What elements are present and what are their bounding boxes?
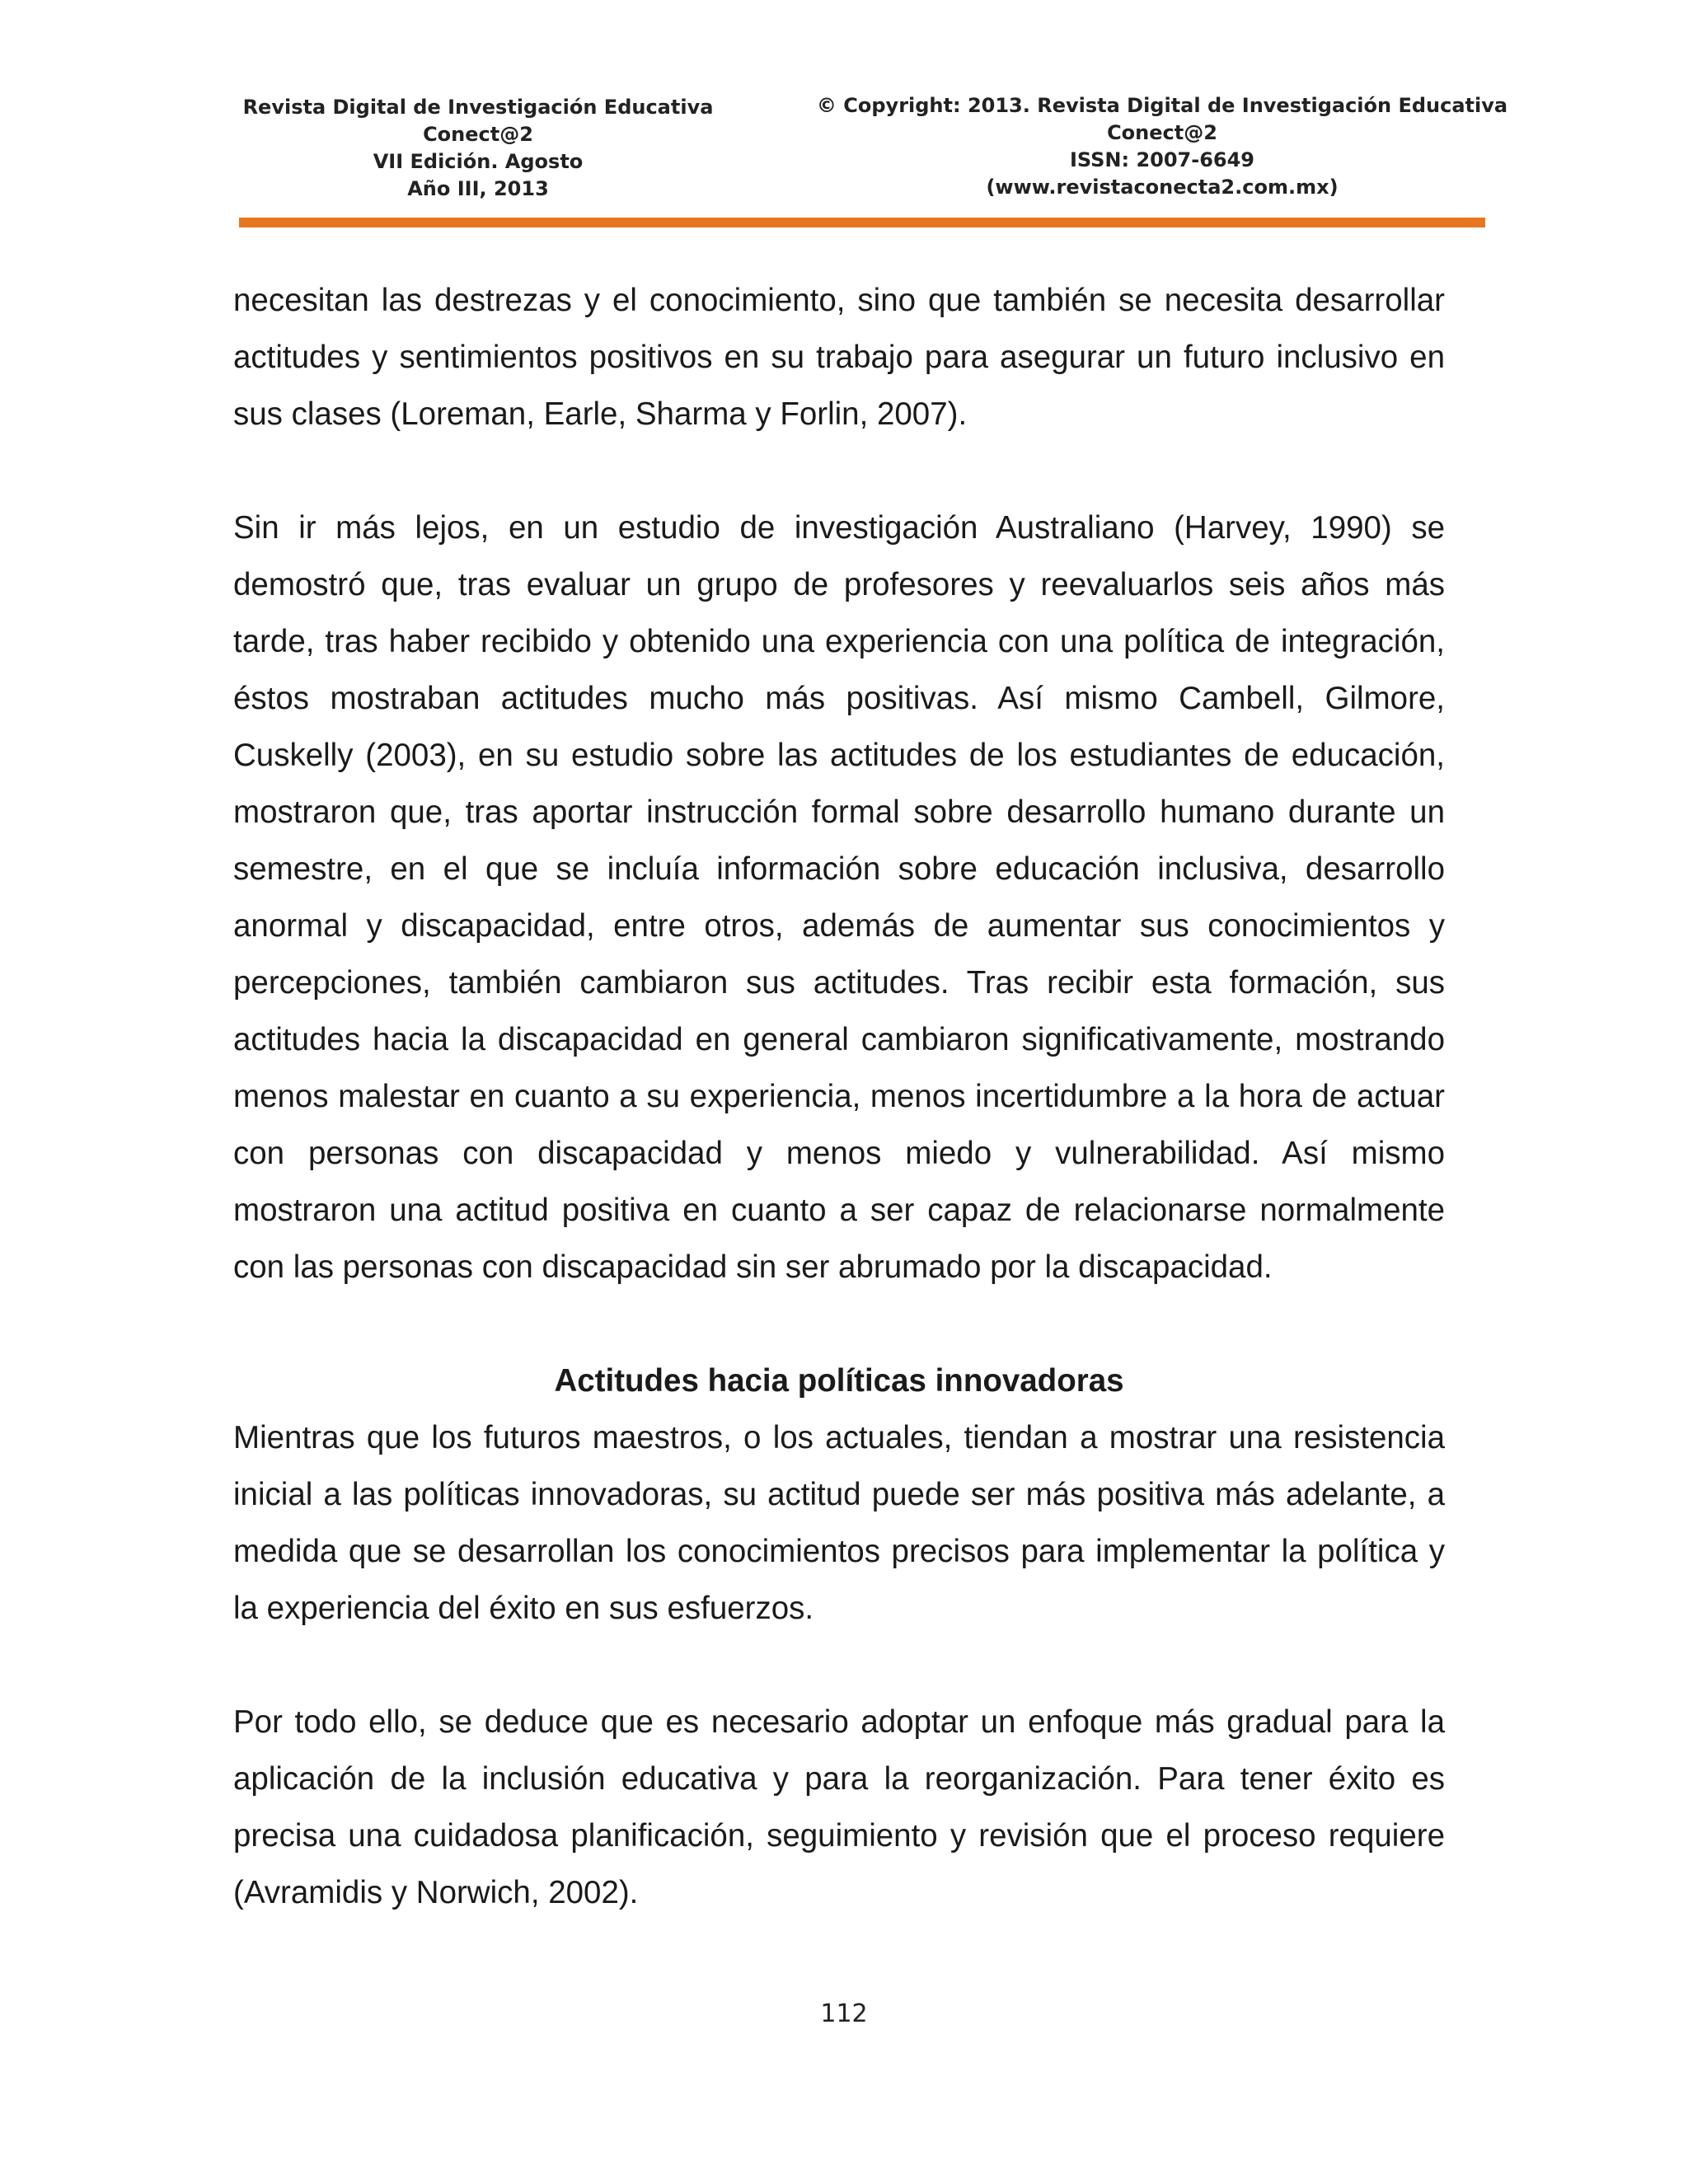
section-heading: Actitudes hacia políticas innovadoras (554, 1363, 1124, 1399)
journal-header-left (239, 94, 717, 203)
article-body (233, 272, 1445, 1921)
header-divider (239, 218, 1485, 227)
journal-website: (www.revistaconecta2.com.mx) (986, 176, 1339, 199)
paragraph-innovative-policies: Mientras que los futuros maestros, o los actuales, tiendan a mostrar una resistencia inicial a las políticas innovadoras, su actitud puede ser más positiva más adelante, a medida que se desarrollan los conocimientos precisos para implementar la política y la experiencia del éxito en sus esfuerzos. (233, 1420, 1445, 1626)
journal-short-name: Conect@2 (423, 123, 533, 146)
journal-name: Revista Digital de Investigación Educativa (242, 96, 714, 119)
year-info: Año III, 2013 (407, 177, 549, 200)
paragraph-spacer (233, 1637, 1445, 1694)
journal-header-right (816, 92, 1508, 201)
paragraph-spacer (233, 443, 1445, 499)
paragraph-spacer (233, 1296, 1445, 1352)
issn: ISSN: 2007-6649 (1069, 148, 1254, 171)
copyright-notice: © Copyright: 2013. Revista Digital de Investigación Educativa (816, 94, 1508, 117)
page-number: 112 (820, 1999, 868, 2028)
paragraph-conclusion: Por todo ello, se deduce que es necesario adoptar un enfoque más gradual para la aplicación de la inclusión educativa y para la reorganización. Para tener éxito es precisa una cuidadosa planificación, seguimiento y revisión que el proceso requiere (Avramidis y Norwich, 2002). (233, 1704, 1445, 1910)
journal-short-name-right: Conect@2 (1107, 121, 1217, 144)
edition-info: VII Edición. Agosto (373, 150, 584, 173)
paragraph-continuation: necesitan las destrezas y el conocimiento, sino que también se necesita desarrollar actitudes y sentimientos positivos en su trabajo para asegurar un futuro inclusivo en sus clases (Loreman, Earle, Sharma y Forlin, 2007). (233, 283, 1445, 432)
paragraph-harvey-study: Sin ir más lejos, en un estudio de investigación Australiano (Harvey, 1990) se demostró que, tras evaluar un grupo de profesores y reevaluarlos seis años más tarde, tras haber recibido y obtenido una experiencia con una política de integración, éstos mostraban actitudes mucho más positivas. Así mismo Cambell, Gilmore, Cuskelly (2003), en su estudio sobre las actitudes de los estudiantes de educación, mostraron que, tras aportar instrucción formal sobre desarrollo humano durante un semestre, en el que se incluía información sobre educación inclusiva, desarrollo anormal y discapacidad, entre otros, además de aumentar sus conocimientos y percepciones, también cambiaron sus actitudes. Tras recibir esta formación, sus actitudes hacia la discapacidad en general cambiaron significativamente, mostrando menos malestar en cuanto a su experiencia, menos incertidumbre a la hora de actuar con personas con discapacidad y menos miedo y vulnerabilidad. Así mismo mostraron una actitud positiva en cuanto a ser capaz de relacionarse normalmente con las personas con discapacidad sin ser abrumado por la discapacidad. (233, 510, 1445, 1285)
